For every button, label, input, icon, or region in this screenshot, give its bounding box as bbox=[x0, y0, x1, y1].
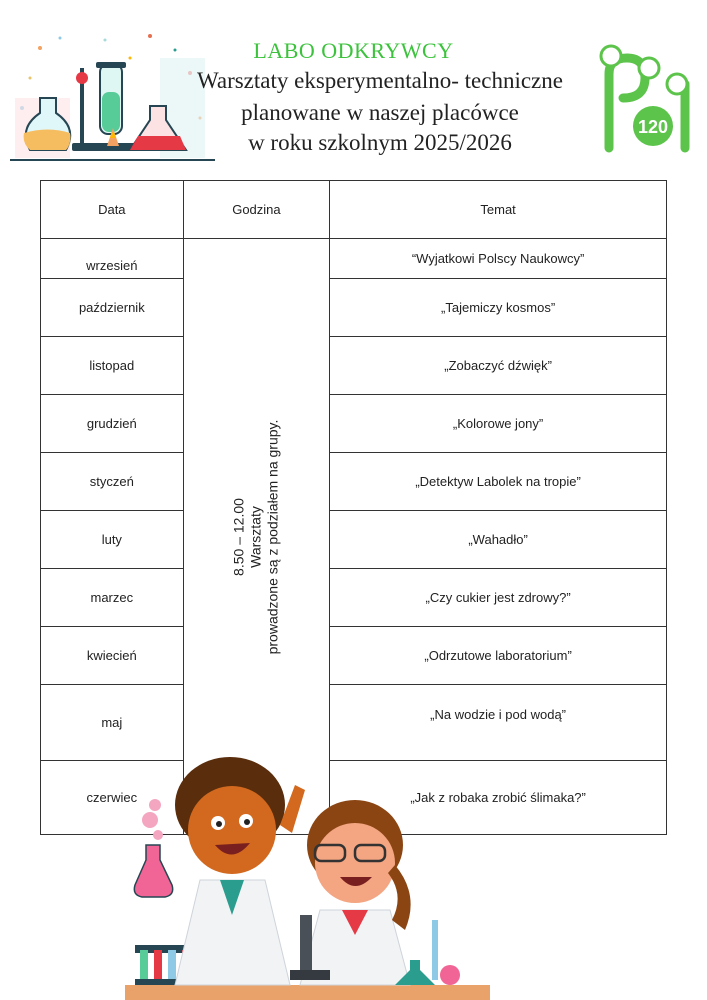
schedule-table bbox=[40, 180, 667, 835]
topic-cell: „Jak z robaka zrobić ślimaka?” bbox=[330, 761, 667, 835]
table-row bbox=[41, 569, 667, 627]
month-cell: listopad bbox=[41, 337, 184, 395]
table-row bbox=[41, 337, 667, 395]
topic-cell: „Tajemiczy kosmos” bbox=[330, 279, 667, 337]
topic-cell: „Kolorowe jony” bbox=[330, 395, 667, 453]
table-row bbox=[41, 239, 667, 279]
heading-line-2: planowane w naszej placówce bbox=[241, 100, 519, 125]
topic-cell: „Wahadło” bbox=[330, 511, 667, 569]
topic-cell: “Wyjatkowi Polscy Naukowcy” bbox=[330, 239, 667, 279]
header-date: Data bbox=[41, 181, 184, 239]
workshop-title: LABO ODKRYWCY bbox=[253, 38, 454, 63]
month-cell: wrzesień bbox=[41, 239, 184, 279]
month-cell: maj bbox=[41, 685, 184, 761]
heading-line-3: w roku szkolnym 2025/2026 bbox=[248, 130, 512, 155]
kids-scientists-illustration bbox=[120, 745, 495, 1000]
table-row bbox=[41, 511, 667, 569]
table-row bbox=[41, 453, 667, 511]
topic-cell: „Na wodzie i pod wodą” bbox=[330, 685, 667, 761]
month-cell: styczeń bbox=[41, 453, 184, 511]
logo-number: 120 bbox=[637, 117, 669, 137]
heading-line-1: Warsztaty eksperymentalno- techniczne bbox=[197, 68, 563, 93]
topic-cell: „Czy cukier jest zdrowy?” bbox=[330, 569, 667, 627]
table-row bbox=[41, 627, 667, 685]
topic-cell: „Zobaczyć dźwięk” bbox=[330, 337, 667, 395]
header-time: Godzina bbox=[183, 181, 330, 239]
month-cell: grudzień bbox=[41, 395, 184, 453]
table-row bbox=[41, 395, 667, 453]
topic-cell: „Odrzutowe laboratorium” bbox=[330, 627, 667, 685]
month-cell: kwiecień bbox=[41, 627, 184, 685]
header-topic: Temat bbox=[330, 181, 667, 239]
month-cell: marzec bbox=[41, 569, 184, 627]
month-cell: październik bbox=[41, 279, 184, 337]
table-row bbox=[41, 279, 667, 337]
time-hours: 8.50 – 12.00 bbox=[230, 497, 247, 576]
month-cell: luty bbox=[41, 511, 184, 569]
preschool-logo bbox=[597, 44, 697, 156]
time-workshops: Warsztaty bbox=[247, 505, 264, 568]
topic-cell: „Detektyw Labolek na tropie” bbox=[330, 453, 667, 511]
time-groups-note: prowadzone są z podziałem na grupy. bbox=[264, 419, 281, 654]
month-cell: czerwiec bbox=[41, 761, 184, 835]
